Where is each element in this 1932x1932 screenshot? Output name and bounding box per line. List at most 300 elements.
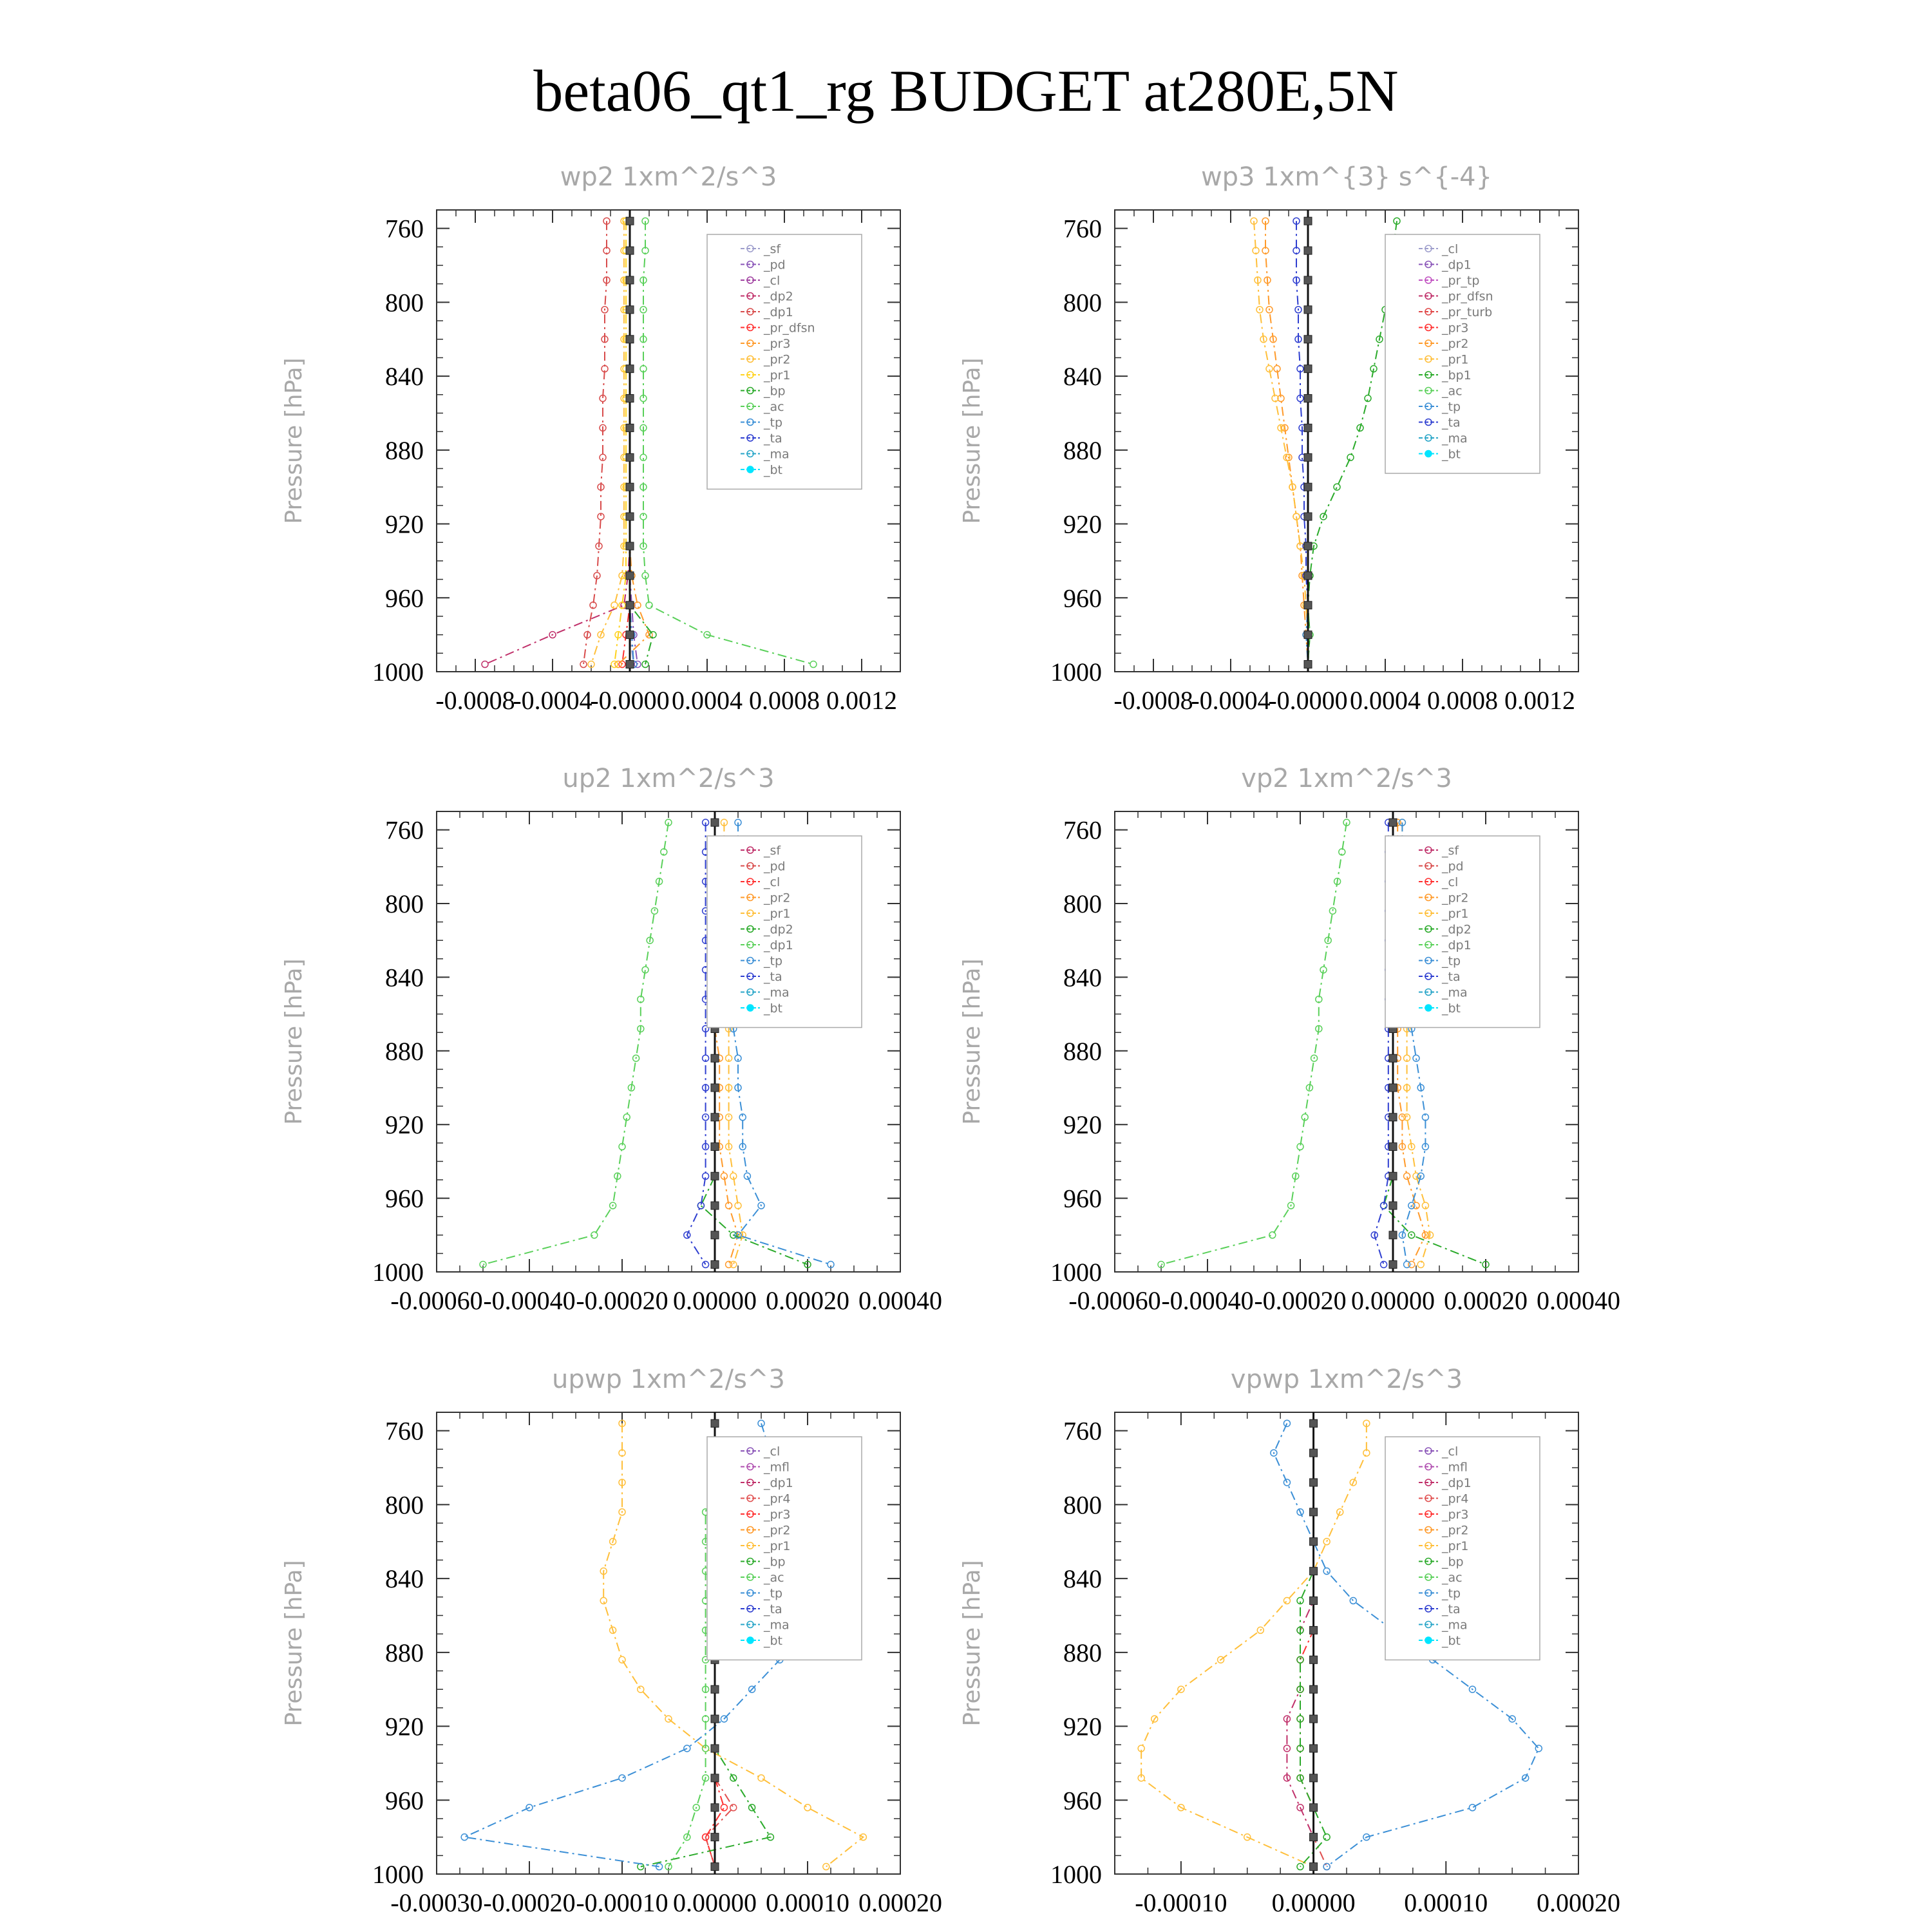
data-point <box>1283 1598 1290 1604</box>
x-tick-label: 0.00040 <box>1537 1286 1620 1315</box>
y-tick-label: 960 <box>385 583 424 613</box>
y-tick-label: 920 <box>1063 1110 1102 1140</box>
data-point <box>1535 1745 1542 1752</box>
zero-marker <box>1389 819 1397 826</box>
y-tick-label: 1000 <box>372 1258 424 1287</box>
zero-marker <box>1304 601 1312 609</box>
legend-label: _ta <box>764 970 782 984</box>
legend-label: _ac <box>764 400 784 414</box>
legend-label: _pr1 <box>764 368 791 383</box>
series-line <box>1314 1423 1327 1866</box>
zero-marker <box>1310 1656 1318 1663</box>
legend-swatch-marker <box>1425 1637 1432 1643</box>
legend-label: _ma <box>1442 1618 1468 1633</box>
x-tick-label: 0.0004 <box>1350 686 1421 715</box>
legend-swatch-marker <box>1425 451 1432 457</box>
legend-label: _pr1 <box>1442 1539 1469 1553</box>
x-tick-label: 0.00010 <box>766 1888 849 1917</box>
legend-label: _ta <box>764 431 782 446</box>
y-tick-label: 960 <box>385 1786 424 1815</box>
series-pd <box>627 218 641 667</box>
zero-marker <box>1389 1143 1397 1151</box>
x-tick-label: -0.00020 <box>483 1888 576 1917</box>
legend-label: _pr3 <box>1442 1508 1469 1522</box>
data-point <box>1404 1114 1410 1121</box>
x-tick-label: 0.0004 <box>672 686 743 715</box>
legend-swatch-marker <box>747 1005 753 1011</box>
y-tick-label: 1000 <box>1050 1860 1102 1889</box>
legend-label: _tp <box>1442 1586 1461 1601</box>
zero-marker <box>1304 542 1312 550</box>
chart-panel-4 <box>959 764 1620 1315</box>
y-tick-label: 840 <box>1063 963 1102 992</box>
zero-marker <box>1310 1833 1318 1841</box>
data-point <box>726 1114 732 1121</box>
zero-marker <box>1304 453 1312 461</box>
y-tick-label: 800 <box>1063 288 1102 317</box>
legend <box>707 234 862 489</box>
legend-label: _ma <box>764 1618 790 1633</box>
data-point <box>619 1775 625 1781</box>
legend-label: _tp <box>1442 400 1461 414</box>
legend-label: _pr3 <box>1442 321 1469 336</box>
series-line <box>1265 221 1308 664</box>
zero-marker <box>711 1113 719 1121</box>
y-tick-label: 800 <box>385 1490 424 1520</box>
x-tick-label: -0.0004 <box>513 686 592 715</box>
zero-marker <box>711 1172 719 1180</box>
series-pr3 <box>615 218 652 667</box>
legend-label: _pr2 <box>764 1523 791 1538</box>
y-tick-label: 1000 <box>372 658 424 687</box>
legend-label: _ta <box>1442 415 1461 430</box>
legend-label: _pr_dfsn <box>1442 289 1493 304</box>
y-axis-label: Pressure [hPa] <box>281 958 307 1125</box>
zero-marker <box>1310 1774 1318 1782</box>
legend-swatch-marker <box>747 1637 753 1643</box>
zero-marker <box>626 661 634 668</box>
zero-marker <box>1304 336 1312 343</box>
zero-marker <box>711 1419 719 1427</box>
legend <box>1385 1437 1540 1660</box>
x-tick-label: -0.00060 <box>390 1286 483 1315</box>
x-tick-label: -0.00020 <box>576 1286 668 1315</box>
legend-label: _dp1 <box>764 1476 793 1490</box>
legend-label: _pr2 <box>764 891 791 905</box>
legend-label: _pr_dfsn <box>764 321 815 336</box>
x-tick-label: 0.00000 <box>673 1888 757 1917</box>
zero-marker <box>1389 1172 1397 1180</box>
legend-label: _tp <box>1442 954 1461 969</box>
x-tick-label: -0.00010 <box>576 1888 668 1917</box>
zero-marker <box>626 453 634 461</box>
x-tick-label: 0.00020 <box>766 1286 849 1315</box>
zero-marker <box>711 1833 719 1841</box>
zero-marker <box>1304 483 1312 491</box>
legend-label: _dp2 <box>1442 922 1472 937</box>
y-tick-label: 760 <box>385 214 424 243</box>
legend-label: _cl <box>1442 1444 1459 1459</box>
series-line <box>1141 1423 1367 1866</box>
data-point <box>638 1686 644 1692</box>
legend-label: _pr_turb <box>1442 305 1493 319</box>
zero-marker <box>1389 1113 1397 1121</box>
panel-title: up2 1xm^2/s^3 <box>562 764 775 793</box>
y-tick-label: 920 <box>385 1712 424 1741</box>
legend-label: _bp1 <box>1442 368 1472 383</box>
series-pr1 <box>1251 218 1311 667</box>
zero-marker <box>626 336 634 343</box>
y-tick-label: 1000 <box>1050 1258 1102 1287</box>
series-line <box>583 221 607 664</box>
legend-label: _cl <box>1442 242 1459 256</box>
x-tick-label: -0.00020 <box>1254 1286 1347 1315</box>
data-point <box>1404 1173 1410 1179</box>
zero-marker <box>711 1745 719 1752</box>
y-tick-label: 960 <box>1063 1786 1102 1815</box>
legend-label: _pr2 <box>1442 891 1469 905</box>
legend-label: _bt <box>764 1634 783 1648</box>
data-point <box>1350 1598 1356 1604</box>
legend-label: _dp2 <box>764 289 793 304</box>
zero-marker <box>626 247 634 254</box>
legend-label: _ta <box>1442 970 1461 984</box>
y-tick-label: 1000 <box>372 1860 424 1889</box>
zero-marker <box>1389 1084 1397 1092</box>
legend-label: _dp1 <box>1442 258 1472 272</box>
legend-label: _pr2 <box>1442 337 1469 351</box>
y-tick-label: 880 <box>1063 1638 1102 1667</box>
series-dp2 <box>482 218 633 667</box>
zero-marker <box>711 1774 719 1782</box>
legend-label: _pr4 <box>764 1492 791 1506</box>
chart-panel-3 <box>281 764 942 1315</box>
legend-label: _pd <box>1442 859 1464 874</box>
series-pr1 <box>1138 1420 1370 1870</box>
series-line <box>630 221 653 664</box>
legend <box>1385 234 1540 473</box>
legend-label: _dp1 <box>1442 1476 1472 1490</box>
zero-marker <box>1310 1538 1318 1546</box>
y-tick-label: 880 <box>385 1036 424 1066</box>
legend-label: _pr2 <box>1442 1523 1469 1538</box>
y-tick-label: 760 <box>385 815 424 845</box>
legend-label: _bt <box>764 463 783 477</box>
zero-marker <box>1310 1567 1318 1575</box>
data-point <box>1469 1804 1475 1811</box>
x-tick-label: -0.00010 <box>1135 1888 1227 1917</box>
y-tick-label: 880 <box>1063 435 1102 465</box>
legend-label: _ma <box>764 447 790 462</box>
data-point <box>482 661 488 668</box>
data-point <box>1334 484 1340 490</box>
legend-label: _sf <box>764 242 781 256</box>
panel-title: upwp 1xm^2/s^3 <box>552 1365 785 1394</box>
x-tick-label: 0.0012 <box>1504 686 1575 715</box>
legend-label: _mfl <box>1442 1460 1468 1475</box>
zero-marker <box>1304 306 1312 314</box>
data-point <box>600 1598 607 1604</box>
legend-label: _tp <box>764 415 783 430</box>
y-tick-label: 840 <box>1063 362 1102 392</box>
data-point <box>1323 1568 1330 1575</box>
zero-marker <box>626 365 634 373</box>
data-point <box>804 1804 811 1811</box>
y-tick-label: 840 <box>385 362 424 392</box>
data-point <box>721 1804 727 1811</box>
legend-label: _bt <box>764 1001 783 1016</box>
series-line <box>591 221 624 664</box>
legend-label: _ma <box>1442 431 1468 446</box>
data-point <box>461 1834 468 1841</box>
zero-marker <box>626 306 634 314</box>
zero-marker <box>711 1715 719 1723</box>
zero-marker <box>1310 1449 1318 1457</box>
zero-marker <box>1304 631 1312 639</box>
x-tick-label: -0.00030 <box>390 1888 483 1917</box>
legend-label: _cl <box>764 875 781 889</box>
x-tick-label: -0.0000 <box>1268 686 1348 715</box>
series-line <box>1300 1423 1314 1866</box>
y-tick-label: 960 <box>385 1184 424 1213</box>
legend-label: _dp2 <box>764 922 793 937</box>
zero-marker <box>1310 1745 1318 1752</box>
legend-label: _bp <box>764 384 786 399</box>
zero-marker <box>1304 395 1312 402</box>
series-line <box>687 822 706 1264</box>
x-tick-label: -0.00040 <box>1161 1286 1254 1315</box>
legend-label: _ta <box>764 1602 782 1616</box>
zero-marker <box>711 1054 719 1062</box>
x-tick-label: 0.0008 <box>1427 686 1498 715</box>
legend-label: _bt <box>1442 447 1461 462</box>
x-tick-label: 0.00020 <box>1537 1888 1620 1917</box>
zero-marker <box>626 276 634 284</box>
x-tick-label: 0.00000 <box>1351 1286 1435 1315</box>
y-axis-label: Pressure [hPa] <box>959 958 985 1125</box>
zero-marker <box>1389 1054 1397 1062</box>
legend-label: _bp <box>764 1555 786 1569</box>
data-point <box>730 1262 737 1268</box>
zero-marker <box>1304 513 1312 520</box>
zero-marker <box>626 483 634 491</box>
series-ta <box>684 819 709 1267</box>
legend-label: _bp <box>1442 1555 1464 1569</box>
legend-label: _pr1 <box>764 907 791 921</box>
data-point <box>1417 1262 1424 1268</box>
legend-label: _pr1 <box>1442 352 1469 367</box>
x-tick-label: -0.00060 <box>1068 1286 1161 1315</box>
legend-label: _dp1 <box>764 938 793 952</box>
zero-marker <box>1310 1863 1318 1871</box>
legend-label: _bt <box>1442 1001 1461 1016</box>
x-tick-label: -0.0004 <box>1191 686 1271 715</box>
legend-label: _ma <box>1442 985 1468 1000</box>
data-point <box>810 661 817 668</box>
y-tick-label: 1000 <box>1050 658 1102 687</box>
x-tick-label: -0.0000 <box>590 686 670 715</box>
chart-panel-5 <box>281 1365 942 1917</box>
y-tick-label: 800 <box>385 889 424 918</box>
legend-label: _ta <box>1442 1602 1461 1616</box>
zero-marker <box>626 424 634 431</box>
zero-marker <box>711 1863 719 1871</box>
legend-label: _dp1 <box>764 305 793 319</box>
panel-title: wp2 1xm^2/s^3 <box>560 162 777 192</box>
zero-marker <box>1304 247 1312 254</box>
zero-marker <box>1310 1685 1318 1693</box>
zero-marker <box>711 1261 719 1269</box>
zero-marker <box>626 513 634 520</box>
data-point <box>611 602 618 609</box>
series-pr1 <box>611 218 629 667</box>
panel-title: vpwp 1xm^2/s^3 <box>1230 1365 1463 1394</box>
y-axis-label: Pressure [hPa] <box>959 357 985 524</box>
panel-title: wp3 1xm^{3} s^{-4} <box>1200 162 1493 192</box>
zero-marker <box>1389 1202 1397 1209</box>
zero-marker <box>1304 661 1312 668</box>
series-line <box>1161 822 1347 1264</box>
zero-marker <box>626 601 634 609</box>
y-axis-label: Pressure [hPa] <box>281 1560 307 1727</box>
legend <box>707 1437 862 1660</box>
y-tick-label: 880 <box>385 1638 424 1667</box>
y-tick-label: 920 <box>385 509 424 539</box>
chart-panel-2 <box>959 162 1578 715</box>
y-tick-label: 880 <box>1063 1036 1102 1066</box>
legend-label: _bt <box>1442 1634 1461 1648</box>
y-tick-label: 880 <box>385 435 424 465</box>
y-tick-label: 960 <box>1063 1184 1102 1213</box>
legend-label: _pr3 <box>764 337 791 351</box>
x-tick-label: 0.00020 <box>1444 1286 1528 1315</box>
zero-marker <box>1310 1419 1318 1427</box>
y-tick-label: 760 <box>385 1416 424 1446</box>
legend-label: _pr_tp <box>1442 274 1480 288</box>
data-point <box>758 1775 764 1781</box>
zero-marker <box>711 819 719 826</box>
x-tick-label: 0.00010 <box>1404 1888 1488 1917</box>
data-point <box>730 1804 737 1811</box>
x-tick-label: 0.00020 <box>858 1888 942 1917</box>
legend-swatch-marker <box>1425 1005 1432 1011</box>
data-point <box>1413 1055 1419 1061</box>
legend <box>707 836 862 1028</box>
chart-panel-1 <box>281 162 900 715</box>
x-tick-label: -0.00040 <box>483 1286 576 1315</box>
zero-marker <box>711 1685 719 1693</box>
legend-label: _sf <box>1442 844 1459 858</box>
legend-label: _pr4 <box>1442 1492 1469 1506</box>
legend-label: _ac <box>1442 1571 1463 1585</box>
zero-marker <box>626 542 634 550</box>
y-tick-label: 840 <box>1063 1564 1102 1594</box>
legend-label: _ma <box>764 985 790 1000</box>
y-tick-label: 840 <box>385 1564 424 1594</box>
y-tick-label: 760 <box>1063 815 1102 845</box>
y-tick-label: 920 <box>1063 1712 1102 1741</box>
legend-label: _sf <box>764 844 781 858</box>
zero-marker <box>1310 1597 1318 1605</box>
y-axis-label: Pressure [hPa] <box>959 1560 985 1727</box>
legend-label: _cl <box>764 1444 781 1459</box>
legend <box>1385 836 1540 1028</box>
x-tick-label: 0.00040 <box>858 1286 942 1315</box>
zero-marker <box>711 1231 719 1239</box>
panel-title: vp2 1xm^2/s^3 <box>1241 764 1452 793</box>
zero-marker <box>711 1202 719 1209</box>
data-point <box>580 661 587 668</box>
zero-marker <box>711 1804 719 1812</box>
zero-marker <box>1304 424 1312 431</box>
zero-marker <box>1304 365 1312 373</box>
x-tick-label: -0.0008 <box>435 686 515 715</box>
data-point <box>1404 1262 1410 1268</box>
legend-label: _ac <box>1442 384 1463 399</box>
figure-title: beta06_qt1_rg BUDGET at280E,5N <box>533 58 1399 124</box>
legend-label: _ac <box>764 1571 784 1585</box>
x-tick-label: 0.0008 <box>749 686 820 715</box>
y-tick-label: 760 <box>1063 214 1102 243</box>
legend-swatch-marker <box>747 466 753 473</box>
zero-marker <box>1310 1715 1318 1723</box>
series-line <box>1254 221 1308 664</box>
legend-label: _tp <box>764 1586 783 1601</box>
legend-label: _pr1 <box>1442 907 1469 921</box>
y-tick-label: 800 <box>385 288 424 317</box>
zero-marker <box>711 1143 719 1151</box>
zero-marker <box>626 631 634 639</box>
y-tick-label: 960 <box>1063 583 1102 613</box>
zero-marker <box>711 1084 719 1092</box>
x-tick-label: 0.00000 <box>1271 1888 1356 1917</box>
series-line <box>483 822 668 1264</box>
series-pr2 <box>1262 218 1311 667</box>
series-line <box>1308 221 1397 664</box>
y-tick-label: 760 <box>1063 1416 1102 1446</box>
series-dp1 <box>480 819 672 1267</box>
data-point <box>1381 1262 1387 1268</box>
x-tick-label: -0.0008 <box>1113 686 1193 715</box>
zero-marker <box>1304 572 1312 580</box>
legend-label: _pd <box>764 258 786 272</box>
y-tick-label: 920 <box>385 1110 424 1140</box>
zero-marker <box>626 395 634 402</box>
series-dp1 <box>580 218 610 667</box>
zero-marker <box>1389 1231 1397 1239</box>
data-point <box>1347 454 1354 460</box>
legend-label: _pr2 <box>764 352 791 367</box>
y-axis-label: Pressure [hPa] <box>281 357 307 524</box>
y-tick-label: 840 <box>385 963 424 992</box>
zero-marker <box>1304 217 1312 225</box>
y-tick-label: 800 <box>1063 1490 1102 1520</box>
y-tick-label: 800 <box>1063 889 1102 918</box>
legend-label: _cl <box>764 274 781 288</box>
x-tick-label: 0.0012 <box>826 686 897 715</box>
zero-marker <box>1310 1804 1318 1812</box>
zero-marker <box>1310 1479 1318 1486</box>
chart-panel-6 <box>959 1365 1620 1917</box>
series-dp1 <box>1158 819 1350 1267</box>
zero-marker <box>626 572 634 580</box>
zero-marker <box>1310 1626 1318 1634</box>
legend-label: _pd <box>764 859 786 874</box>
series-line <box>485 221 630 664</box>
legend-label: _pr3 <box>764 1508 791 1522</box>
legend-label: _mfl <box>764 1460 790 1475</box>
zero-marker <box>1310 1508 1318 1516</box>
